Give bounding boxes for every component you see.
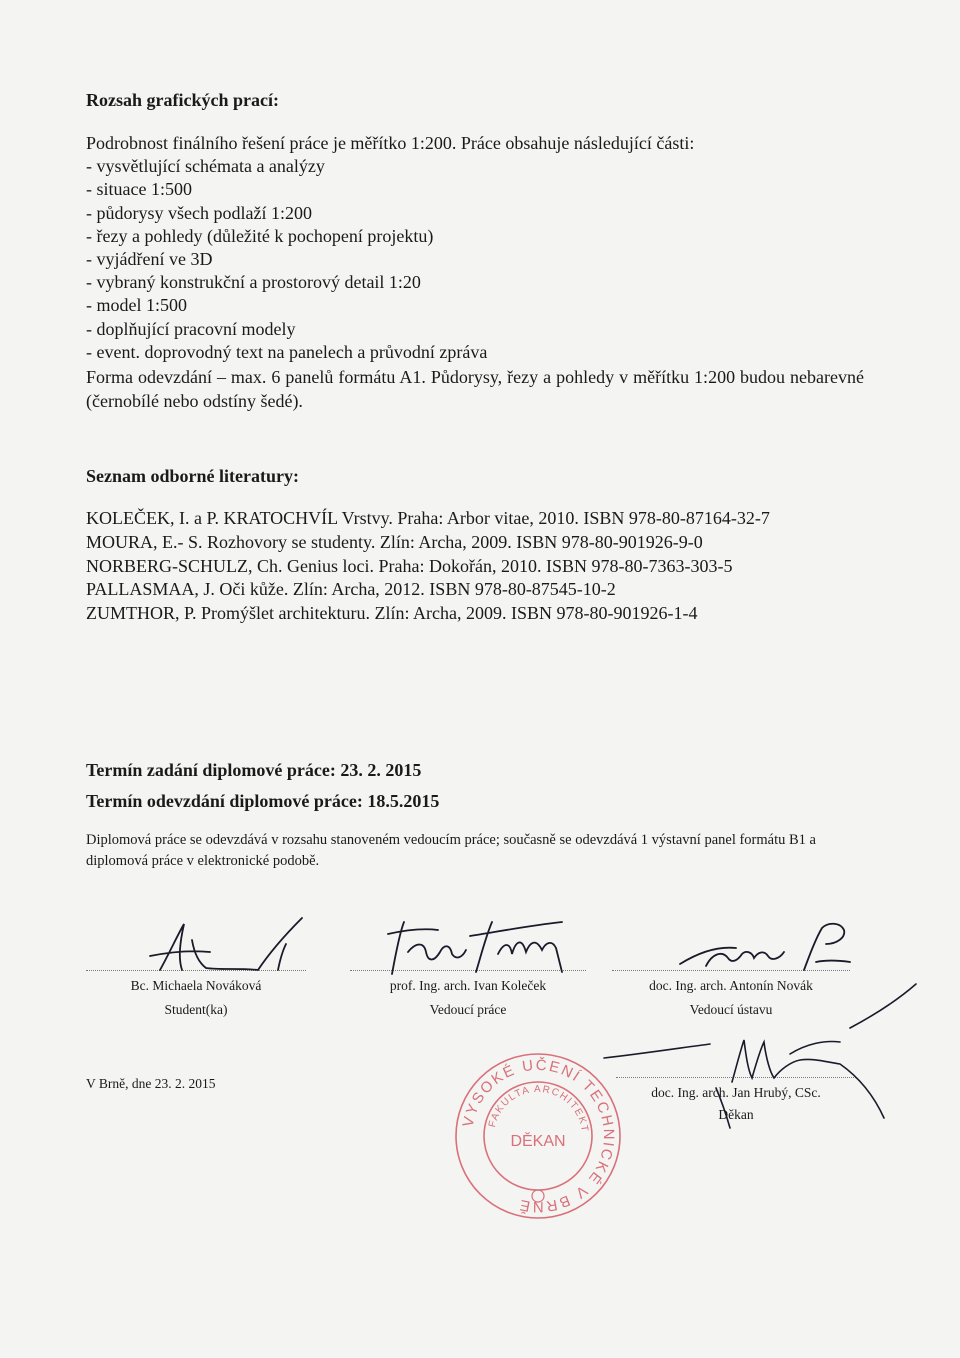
scope-line: - model 1:500: [86, 295, 187, 316]
literature-item: ZUMTHOR, P. Promýšlet architekturu. Zlín: Archa, 2009. ISBN 978-80-901926-1-4: [86, 603, 698, 624]
diploma-note: Diplomová práce se odevzdává v rozsahu stanoveném vedoucím práce; současně se odevzdává 1 výstavní panel formátu B1 a diplomová práce v elektronické podobě.: [86, 832, 816, 869]
scope-line: Podrobnost finálního řešení práce je měřítko 1:200. Práce obsahuje následující části:: [86, 133, 695, 153]
literature-item: NORBERG-SCHULZ, Ch. Genius loci. Praha: Dokořán, 2010. ISBN 978-80-7363-303-5: [86, 555, 733, 576]
supervisor-block: [350, 974, 586, 1022]
student-signature: [140, 912, 310, 976]
assignment-date: Termín zadání diplomové práce: 23. 2. 2015: [86, 760, 422, 780]
literature-heading: Seznam odborné literatury:: [86, 466, 299, 486]
stamp-center-text: DĚKAN: [510, 1133, 566, 1150]
institute-head-signature: [676, 914, 856, 976]
scope-line: - řezy a pohledy (důležité k pochopení projektu): [86, 225, 434, 246]
supervisor-name: prof. Ing. arch. Ivan Koleček: [389, 978, 547, 993]
supervisor-signature: [386, 912, 586, 982]
stamp-outer-text: VYSOKÉ UČENÍ TECHNICKÉ V BRNĚ: [459, 1056, 618, 1216]
scope-line: - vybraný konstrukční a prostorový detail 1:20: [86, 272, 421, 293]
scope-line: - doplňující pracovní modely: [86, 318, 296, 339]
literature-list: [86, 507, 770, 626]
dean-role: Děkan: [718, 1107, 754, 1122]
literature-item: MOURA, E.- S. Rozhovory se studenty. Zlín: Archa, 2009. ISBN 978-80-901926-9-0: [86, 531, 703, 552]
scope-line: - půdorysy všech podlaží 1:200: [86, 202, 312, 223]
scope-line: - event. doprovodný text na panelech a průvodní zpráva: [86, 341, 488, 362]
submission-date: Termín odevzdání diplomové práce: 18.5.2015: [86, 791, 440, 811]
student-block: [86, 974, 306, 1022]
submission-form-text: Forma odevzdání – max. 6 panelů formátu A1. Půdorysy, řezy a pohledy v měřítku 1:200 budou nebarevné (černobílé nebo odstíny šedé).: [86, 367, 864, 411]
scope-list: [86, 132, 694, 364]
supervisor-role: Vedoucí práce: [429, 1002, 507, 1017]
institute-head-role: Vedoucí ústavu: [689, 1002, 773, 1017]
student-name: Bc. Michaela Nováková: [130, 978, 262, 993]
literature-item: PALLASMAA, J. Oči kůže. Zlín: Archa, 2012. ISBN 978-80-87545-10-2: [86, 579, 616, 600]
dean-name: doc. Ing. arch. Jan Hrubý, CSc.: [651, 1085, 821, 1100]
student-role: Student(ka): [164, 1002, 228, 1017]
scope-line: - situace 1:500: [86, 179, 192, 200]
institute-head-name: doc. Ing. arch. Antonín Novák: [649, 978, 813, 993]
scope-line: - vysvětlující schémata a analýzy: [86, 156, 325, 177]
literature-item: KOLEČEK, I. a P. KRATOCHVÍL Vrstvy. Praha: Arbor vitae, 2010. ISBN 978-80-87164-32-7: [86, 508, 770, 528]
faculty-stamp: [447, 1042, 624, 1222]
stamp-inner-text: FAKULTA ARCHITEKTURY: [447, 1042, 590, 1134]
dean-block: [616, 1082, 856, 1126]
scope-line: - vyjádření ve 3D: [86, 249, 213, 270]
place-and-date: V Brně, dne 23. 2. 2015: [86, 1076, 216, 1091]
scope-heading: Rozsah grafických prací:: [86, 90, 279, 110]
